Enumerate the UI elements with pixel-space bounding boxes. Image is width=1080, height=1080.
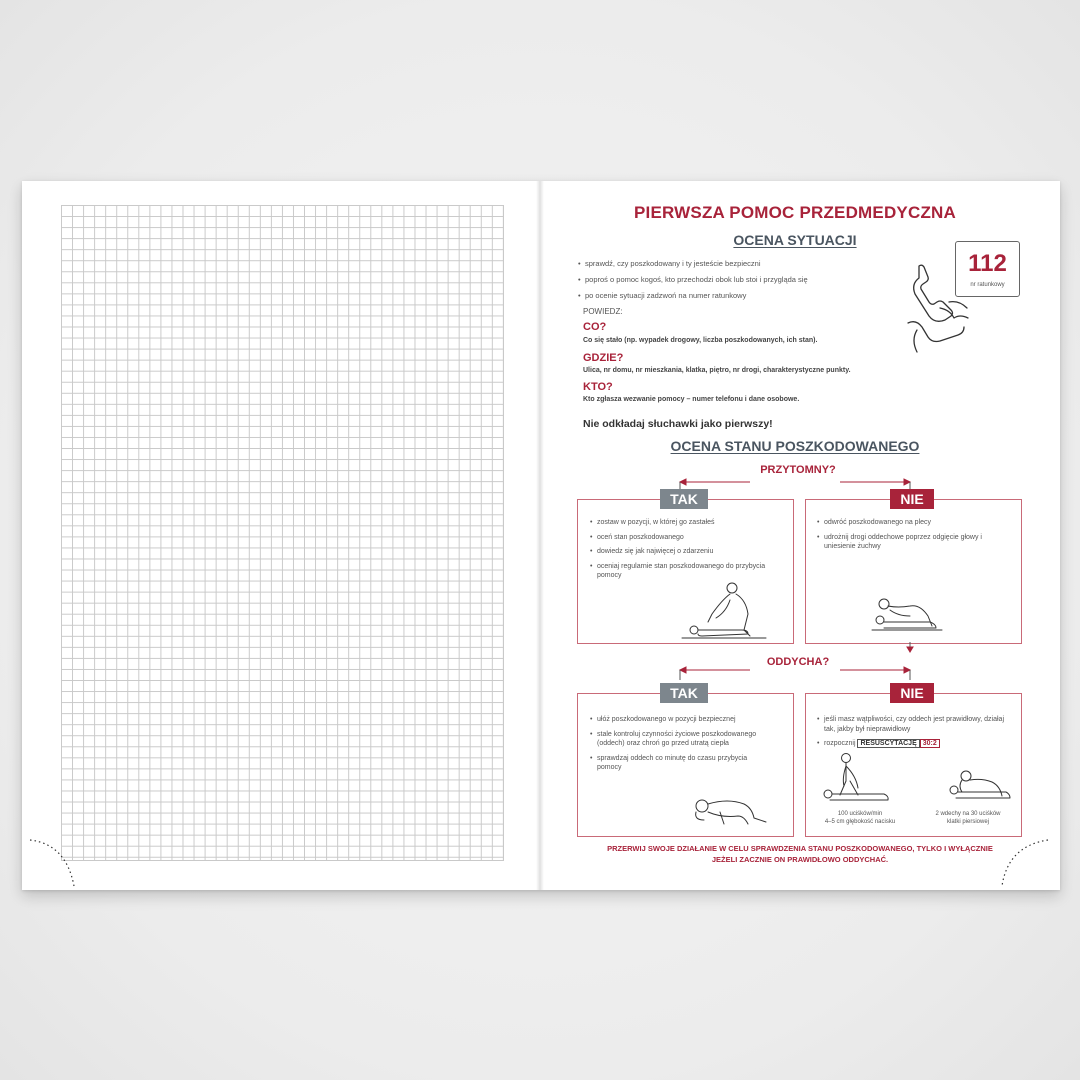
footer-warning <box>575 843 1025 865</box>
breathing-yes-tag: TAK <box>660 683 708 703</box>
section-heading-situation: OCENA SYTUACJI <box>733 232 857 248</box>
footer-line1: PRZERWIJ SWOJE DZIAŁANIE W CELU SPRAWDZENIA STANU POSZKODOWANEGO, TYLKO I WYŁĄCZNIE <box>607 844 993 853</box>
compressions-caption <box>815 810 905 826</box>
emergency-number-card <box>955 241 1020 297</box>
question-conscious: PRZYTOMNY? <box>760 464 836 476</box>
cpr-prefix: rozpocznij <box>824 740 856 747</box>
question-who: KTO? <box>583 381 613 393</box>
list-item <box>817 739 1007 749</box>
recovery-position-illustration <box>690 790 772 830</box>
list-item: • sprawdź, czy poszkodowany i ty jesteście bezpieczni <box>578 259 918 269</box>
answer-what: Co się stało (np. wypadek drogowy, liczba poszkodowanych, ich stan). <box>583 337 818 344</box>
list-item: • odwróć poszkodowanego na plecy <box>817 518 997 528</box>
airway-open-illustration <box>872 594 944 636</box>
list-item: • po ocenie sytuacji zadzwoń na numer ratunkowy <box>578 291 918 301</box>
breaths-caption-line2: klatki piersiowej <box>946 819 989 825</box>
breathing-no-list <box>817 715 1007 754</box>
list-item: • jeśli masz wątpliwości, czy oddech jest prawidłowy, działaj tak, jakby był nieprawidłowy <box>817 715 1007 734</box>
compressions-caption-line2: 4–5 cm głębokość nacisku <box>824 819 896 825</box>
dont-hang-up-note: Nie odkładaj słuchawki jako pierwszy! <box>583 418 773 430</box>
list-item: • poproś o pomoc kogoś, kto przechodzi obok lub stoi i przygląda się <box>578 275 918 285</box>
conscious-no-tag: NIE <box>890 489 934 509</box>
breathing-no-tag: NIE <box>890 683 934 703</box>
list-item: • udrożnij drogi oddechowe poprzez odgięcie głowy i uniesienie żuchwy <box>817 533 997 552</box>
question-breathing: ODDYCHA? <box>766 656 830 668</box>
emergency-number: 112 <box>968 250 1007 277</box>
cpr-ratio: 30:2 <box>920 739 940 748</box>
chest-compression-illustration <box>822 752 892 804</box>
section-heading-victim: OCENA STANU POSZKODOWANEGO <box>670 438 920 454</box>
answer-who: Kto zgłasza wezwanie pomocy – numer telefonu i dane osobowe. <box>583 396 800 403</box>
list-item: • sprawdzaj oddech co minutę do czasu przybycia pomocy <box>590 754 765 773</box>
page-title: PIERWSZA POMOC PRZEDMEDYCZNA <box>633 203 956 222</box>
cpr-label: RESUSCYTACJĘ <box>857 739 919 748</box>
breathing-yes-list <box>590 715 765 778</box>
grid-paper <box>61 205 504 861</box>
emergency-number-label: nr ratunkowy <box>970 282 1005 288</box>
corner-mark-left <box>28 838 78 888</box>
answer-where: Ulica, nr domu, nr mieszkania, klatka, piętro, nr drogi, charakterystyczne punkty. <box>583 367 851 374</box>
conscious-yes-tag: TAK <box>660 489 708 509</box>
breaths-caption <box>922 810 1014 826</box>
list-item: • zostaw w pozycji, w której go zastałeś <box>590 518 770 528</box>
list-item: • oceń stan poszkodowanego <box>590 533 770 543</box>
situation-bullets <box>578 259 918 307</box>
list-item: • stale kontroluj czynności życiowe poszkodowanego (oddech) oraz chroń go przed utratą ciepła <box>590 730 765 749</box>
compressions-caption-line1: 100 uciśków/min <box>837 811 883 817</box>
breaths-caption-line1: 2 wdechy na 30 uciśków <box>935 811 1001 817</box>
conscious-yes-list <box>590 518 770 586</box>
rescue-breaths-illustration <box>940 768 1012 804</box>
say-label: POWIEDZ: <box>583 307 623 316</box>
list-item: • ułóż poszkodowanego w pozycji bezpiecznej <box>590 715 765 725</box>
question-what: CO? <box>583 321 607 333</box>
list-item: • oceniaj regularnie stan poszkodowanego do przybycia pomocy <box>590 562 770 581</box>
rescuer-check-illustration <box>680 580 770 640</box>
footer-line2: JEŻELI ZACZNIE ON PRAWIDŁOWO ODDYCHAĆ. <box>711 855 889 864</box>
question-where: GDZIE? <box>583 352 624 364</box>
list-item: • dowiedz się jak najwięcej o zdarzeniu <box>590 547 770 557</box>
conscious-no-list <box>817 518 997 557</box>
